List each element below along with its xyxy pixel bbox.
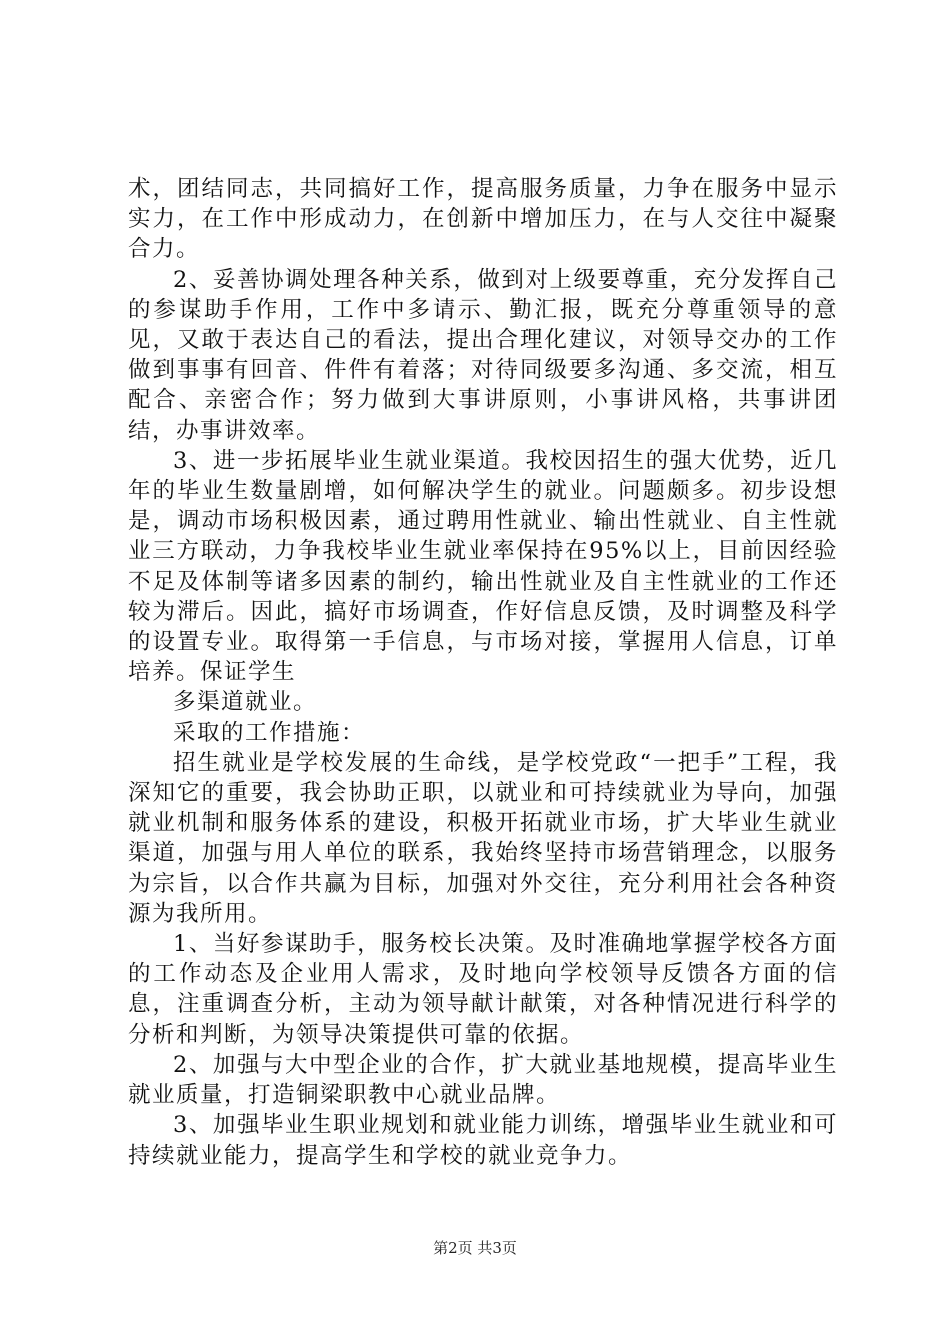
page-number-footer: 第2页 共3页: [433, 1239, 517, 1257]
paragraph-enrollment-employment: 招生就业是学校发展的生命线，是学校党政“一把手”工程，我深知它的重要，我会协助正职，以就业和可持续就业为导向，加强就业机制和服务体系的建设，积极开拓就业市场，扩大毕业生就业渠道，加强与用人单位的联系，我始终坚持市场营销理念，以服务为宗旨，以合作共赢为目标，加强对外交往，充分利用社会各种资源为我所用。: [128, 749, 838, 927]
paragraph-measure-2: 2、加强与大中型企业的合作，扩大就业基地规模，提高毕业生就业质量，打造铜梁职教中心就业品牌。: [128, 1051, 838, 1109]
paragraph-measures-heading: 采取的工作措施：: [173, 719, 366, 746]
document-body: [128, 174, 838, 1171]
paragraph-continuation: 术，团结同志，共同搞好工作，提高服务质量，力争在服务中显示实力，在工作中形成动力，在创新中增加压力，在与人交往中凝聚合力。: [128, 176, 838, 263]
paragraph-multi-channel: 多渠道就业。: [173, 689, 318, 716]
paragraph-item-2-relations: 2、妥善协调处理各种关系，做到对上级要尊重，充分发挥自己的参谋助手作用，工作中多请示、勤汇报，既充分尊重领导的意见，又敢于表达自己的看法，提出合理化建议，对领导交办的工作做到事事有回音、件件有着落；对待同级要多沟通、多交流，相互配合、亲密合作；努力做到大事讲原则，小事讲风格，共事讲团结，办事讲效率。: [128, 266, 838, 444]
paragraph-measure-1: 1、当好参谋助手，服务校长决策。及时准确地掌握学校各方面的工作动态及企业用人需求，及时地向学校领导反馈各方面的信息，注重调查分析，主动为领导献计献策，对各种情况进行科学的分析和判断，为领导决策提供可靠的依据。: [128, 931, 838, 1048]
paragraph-measure-3: 3、加强毕业生职业规划和就业能力训练，增强毕业生就业和可持续就业能力，提高学生和学校的就业竞争力。: [128, 1112, 838, 1169]
paragraph-item-3-employment-channels: 3、进一步拓展毕业生就业渠道。我校因招生的强大优势，近几年的毕业生数量剧增，如何解决学生的就业。问题颇多。初步设想是，调动市场积极因素，通过聘用性就业、输出性就业、自主性就业三方联动，力争我校毕业生就业率保持在95%以上，目前因经验不足及体制等诸多因素的制约，输出性就业及自主性就业的工作还较为滞后。因此，搞好市场调查，作好信息反馈，及时调整及科学的设置专业。取得第一手信息，与市场对接，掌握用人信息，订单培养。保证学生: [128, 447, 838, 686]
